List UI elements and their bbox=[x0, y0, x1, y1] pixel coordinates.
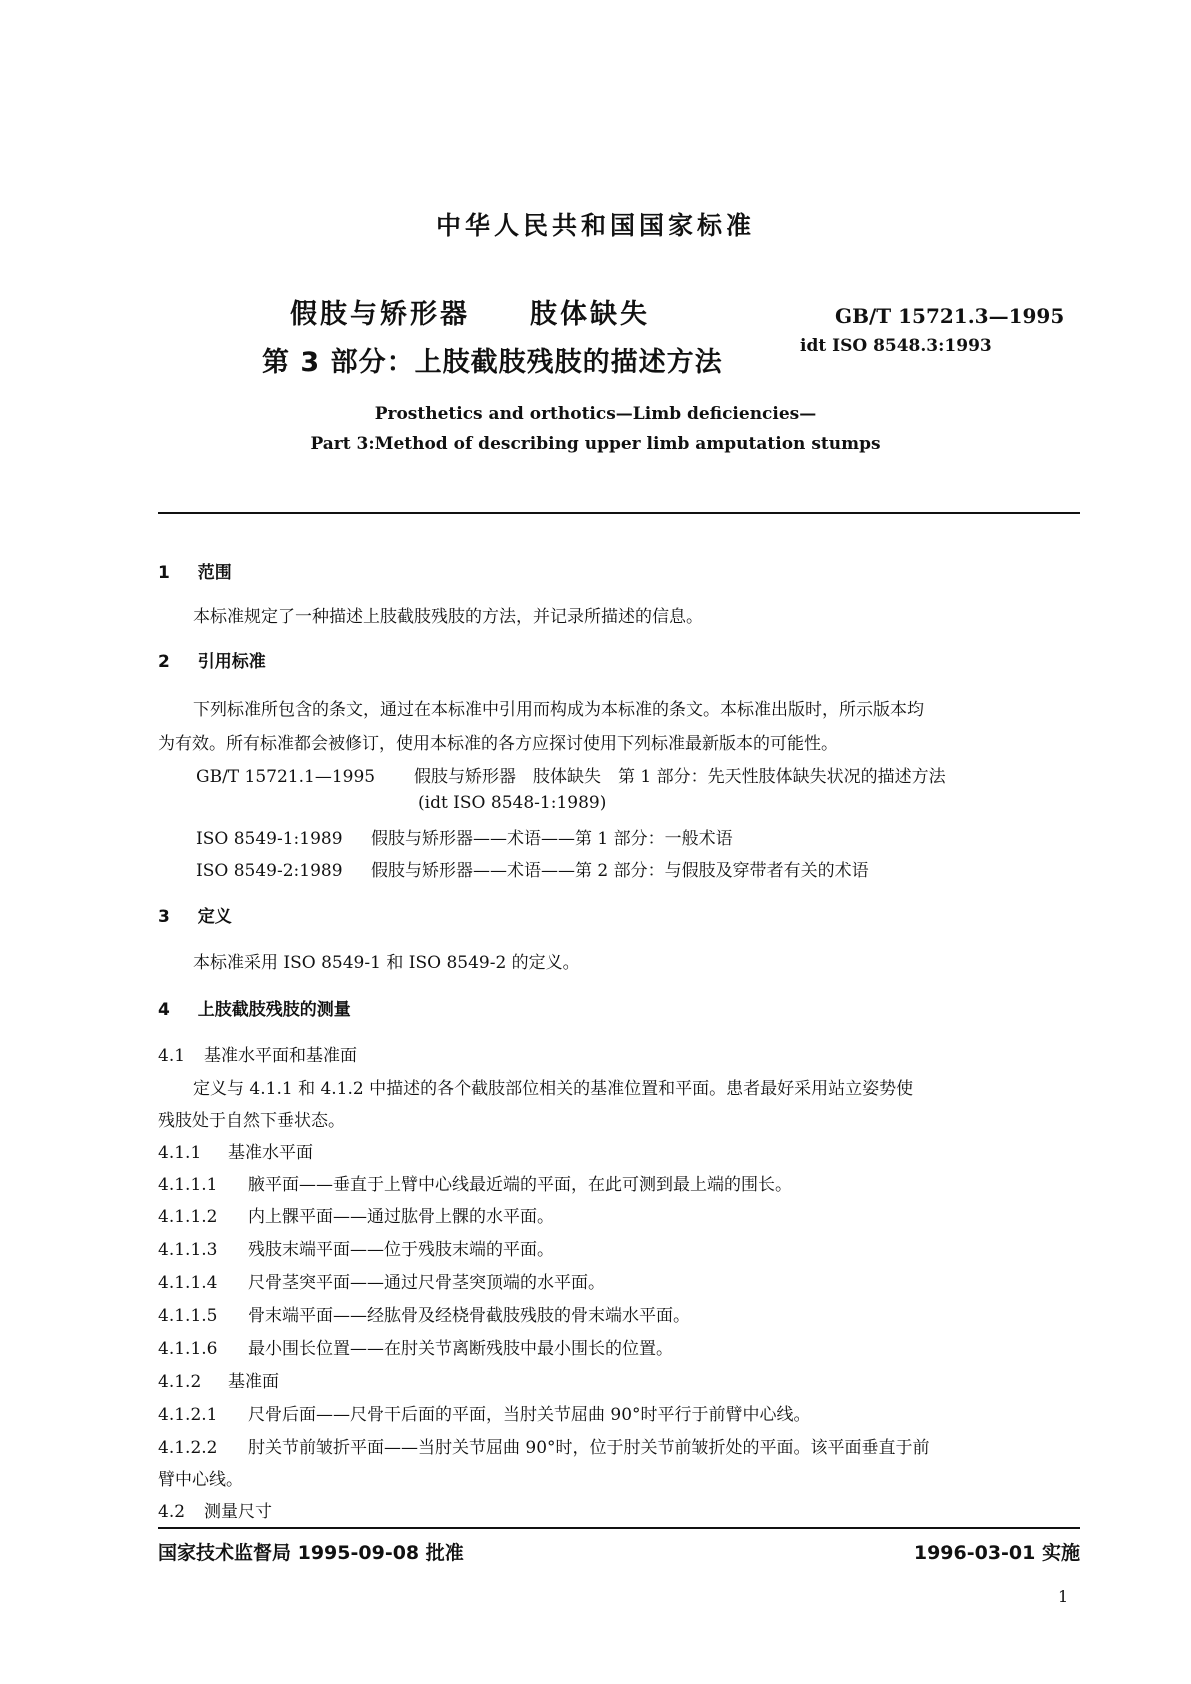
clause-number: 4.1.1.4 bbox=[158, 1273, 218, 1293]
clause-item bbox=[158, 1138, 313, 1163]
reference-title: (idt ISO 8548-1:1989) bbox=[418, 793, 607, 813]
clause-item bbox=[158, 1301, 690, 1326]
clause-text: 骨末端平面——经肱骨及经桡骨截肢残肢的骨末端水平面。 bbox=[248, 1306, 690, 1326]
section-2-body-line-2: 为有效。所有标准都会被修订，使用本标准的各方应探讨使用下列标准最新版本的可能性。 bbox=[158, 734, 838, 754]
english-title-line-2: Part 3:Method of describing upper limb amputation stumps bbox=[310, 434, 881, 454]
subsection-title: 基准水平面和基准面 bbox=[204, 1046, 357, 1066]
section-title: 定义 bbox=[197, 907, 232, 927]
clause-item bbox=[158, 1334, 673, 1359]
reference-row bbox=[418, 793, 606, 813]
english-title-line-1: Prosthetics and orthotics—Limb deficiencies— bbox=[374, 404, 817, 424]
clause-text: 最小围长位置——在肘关节离断残肢中最小围长的位置。 bbox=[248, 1339, 673, 1359]
section-number: 3 bbox=[158, 907, 170, 927]
clause-continuation: 臂中心线。 bbox=[158, 1470, 243, 1490]
clause-number: 4.1.2 bbox=[158, 1372, 202, 1392]
clause-text: 基准水平面 bbox=[228, 1143, 313, 1163]
section-number: 2 bbox=[158, 652, 170, 672]
clause-text: 肘关节前皱折平面——当肘关节屈曲 90°时，位于肘关节前皱折处的平面。该平面垂直于前 bbox=[248, 1438, 930, 1458]
subsection-number: 4.2 bbox=[158, 1502, 186, 1522]
clause-text: 残肢末端平面——位于残肢末端的平面。 bbox=[248, 1240, 554, 1260]
header-divider bbox=[158, 512, 1080, 514]
reference-row bbox=[196, 856, 869, 881]
subsection-4-2-heading bbox=[158, 1497, 272, 1522]
subsection-4-1-body-line-2: 残肢处于自然下垂状态。 bbox=[158, 1111, 345, 1131]
reference-title: 假肢与矫形器——术语——第 1 部分：一般术语 bbox=[371, 829, 733, 849]
subsection-4-1-body-line-1: 定义与 4.1.1 和 4.1.2 中描述的各个截肢部位相关的基准位置和平面。患者最好采用站立姿势使 bbox=[193, 1079, 914, 1099]
section-1-heading bbox=[158, 558, 232, 583]
section-number: 4 bbox=[158, 1000, 170, 1020]
section-1-body: 本标准规定了一种描述上肢截肢残肢的方法，并记录所描述的信息。 bbox=[193, 607, 703, 627]
clause-text: 内上髁平面——通过肱骨上髁的水平面。 bbox=[248, 1207, 554, 1227]
subsection-4-1-heading bbox=[158, 1041, 357, 1066]
clause-number: 4.1.2.1 bbox=[158, 1405, 218, 1425]
section-4-heading bbox=[158, 995, 351, 1020]
clause-text: 基准面 bbox=[228, 1372, 279, 1392]
reference-code: ISO 8549-1:1989 bbox=[196, 829, 343, 849]
section-2-heading bbox=[158, 647, 266, 672]
national-standard-heading: 中华人民共和国国家标准 bbox=[435, 211, 755, 240]
footer-divider bbox=[158, 1527, 1080, 1529]
section-number: 1 bbox=[158, 563, 170, 583]
subsection-number: 4.1 bbox=[158, 1046, 186, 1066]
title-line-1: 假肢与矫形器 肢体缺失 bbox=[290, 299, 650, 330]
clause-item bbox=[158, 1400, 811, 1425]
title-line-2: 第 3 部分：上肢截肢残肢的描述方法 bbox=[262, 347, 723, 378]
clause-number: 4.1.1.1 bbox=[158, 1175, 218, 1195]
clause-number: 4.1.1.3 bbox=[158, 1240, 218, 1260]
idt-reference: idt ISO 8548.3:1993 bbox=[800, 336, 992, 356]
section-3-heading bbox=[158, 902, 232, 927]
clause-text: 尺骨茎突平面——通过尺骨茎突顶端的水平面。 bbox=[248, 1273, 605, 1293]
reference-code: GB/T 15721.1—1995 bbox=[196, 767, 376, 787]
clause-text: 腋平面——垂直于上臂中心线最近端的平面，在此可测到最上端的围长。 bbox=[248, 1175, 792, 1195]
clause-item bbox=[158, 1170, 792, 1195]
implementation-date: 1996-03-01 实施 bbox=[913, 1542, 1080, 1564]
reference-row bbox=[196, 824, 733, 849]
clause-number: 4.1.1 bbox=[158, 1143, 202, 1163]
reference-title: 假肢与矫形器 肢体缺失 第 1 部分：先天性肢体缺失状况的描述方法 bbox=[414, 767, 946, 787]
section-title: 范围 bbox=[197, 563, 232, 583]
clause-number: 4.1.1.5 bbox=[158, 1306, 218, 1326]
clause-item bbox=[158, 1202, 554, 1227]
reference-code: ISO 8549-2:1989 bbox=[196, 861, 343, 881]
standard-code: GB/T 15721.3—1995 bbox=[835, 304, 1065, 328]
reference-title: 假肢与矫形器——术语——第 2 部分：与假肢及穿带者有关的术语 bbox=[371, 861, 869, 881]
section-2-body-line-1: 下列标准所包含的条文，通过在本标准中引用而构成为本标准的条文。本标准出版时，所示版本均 bbox=[193, 700, 924, 720]
approval-date: 国家技术监督局 1995-09-08 批准 bbox=[158, 1542, 464, 1564]
subsection-title: 测量尺寸 bbox=[204, 1502, 272, 1522]
page-number: 1 bbox=[1058, 1587, 1069, 1606]
clause-item bbox=[158, 1367, 279, 1392]
clause-number: 4.1.1.6 bbox=[158, 1339, 218, 1359]
clause-item bbox=[158, 1433, 930, 1458]
clause-number: 4.1.1.2 bbox=[158, 1207, 218, 1227]
section-title: 引用标准 bbox=[197, 652, 266, 672]
clause-text: 尺骨后面——尺骨干后面的平面，当肘关节屈曲 90°时平行于前臂中心线。 bbox=[248, 1405, 811, 1425]
clause-item bbox=[158, 1268, 605, 1293]
clause-item bbox=[158, 1235, 554, 1260]
reference-row bbox=[196, 762, 946, 787]
section-3-body: 本标准采用 ISO 8549-1 和 ISO 8549-2 的定义。 bbox=[193, 953, 580, 973]
clause-number: 4.1.2.2 bbox=[158, 1438, 218, 1458]
section-title: 上肢截肢残肢的测量 bbox=[197, 1000, 351, 1020]
